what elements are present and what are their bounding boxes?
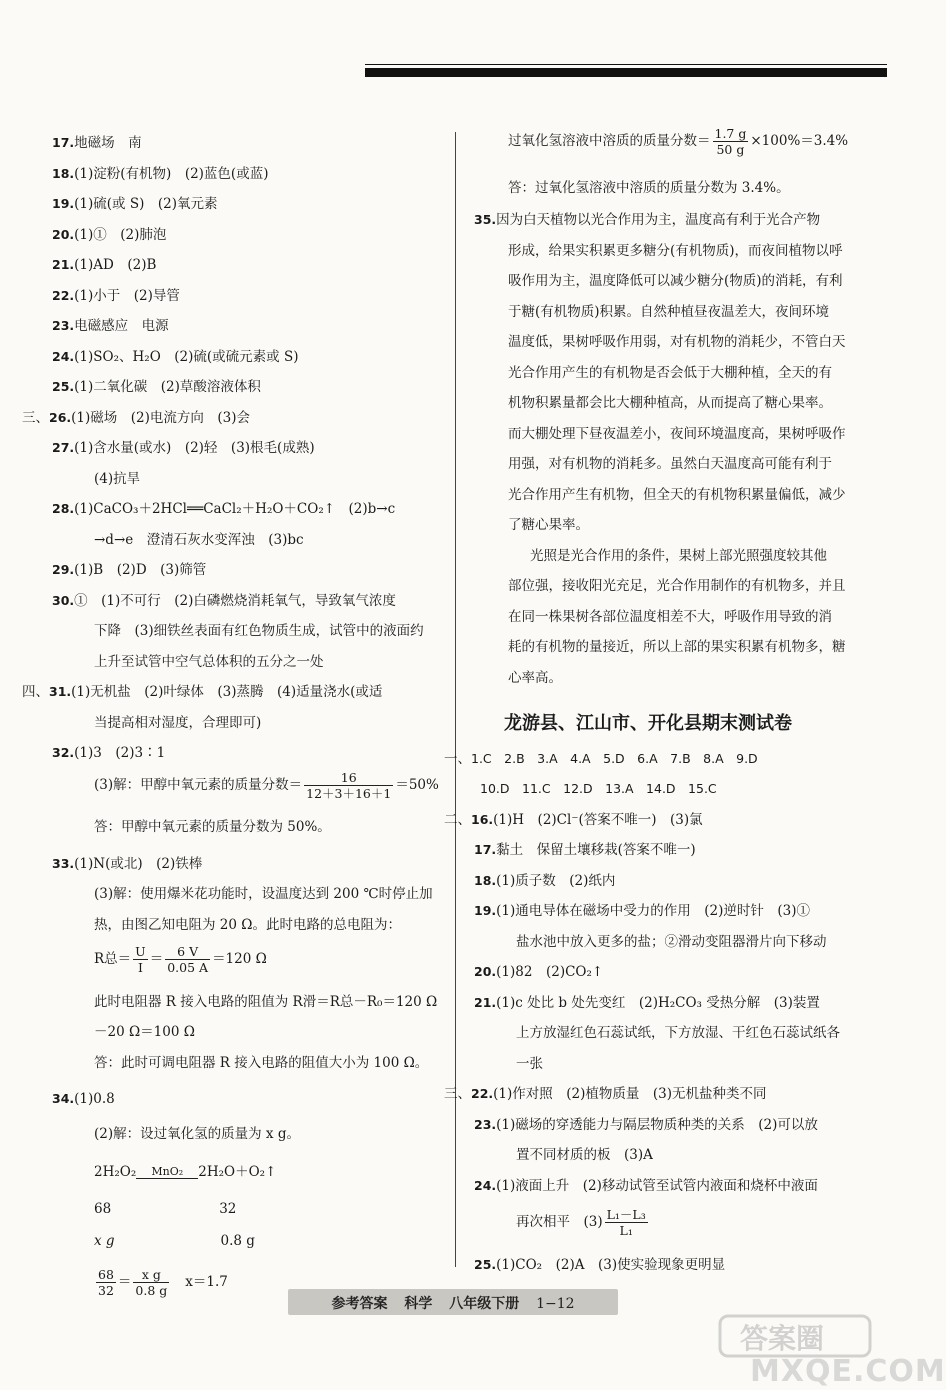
q35-line (474, 364, 832, 382)
page-number: 1−12 (536, 1296, 575, 1312)
question-number: 25. (474, 1256, 497, 1272)
question-number: 19. (52, 196, 75, 211)
q35-text: 部位强，接收阳光充足，光合作用制作的有机物多，并且 (508, 578, 846, 594)
answer-text: (1)无机盐 (2)叶绿体 (3)蒸腾 (4)适量浇水(或适 (71, 684, 383, 700)
answer-text: 上升至试管中空气总体积的五分之一处 (94, 653, 324, 670)
answer-text: 当提高相对湿度，合理即可) (94, 714, 262, 731)
answer-line (52, 439, 315, 457)
svg-text:答案圈: 答案圈 (740, 1322, 825, 1355)
reactant: 2H₂O₂ (94, 1164, 137, 1180)
equals-sign: ＝ (149, 951, 164, 967)
answer-text: 黏土 保留土壤移栽(答案不唯一) (496, 842, 696, 858)
q35-text: 机物积累量都会比大棚种植高，从而提高了糖心果率。 (508, 395, 832, 411)
q35-line (474, 516, 589, 534)
answer-text: (1)82 (2)CO₂↑ (496, 964, 604, 980)
q35-text: 了糖心果率。 (508, 517, 589, 533)
answer-text: (4)抗旱 (94, 470, 141, 487)
answer-line (52, 500, 395, 518)
peroxide-result: ×100%＝3.4% (750, 133, 849, 149)
answer-line (474, 1146, 653, 1164)
question-number: 20. (474, 964, 497, 979)
answer-line (52, 653, 324, 671)
q35-line (474, 303, 829, 321)
q35-text: 而大棚处理下昼夜温差小，夜间环境温度高，果树呼吸作 (508, 425, 846, 442)
question-number: 29. (52, 562, 75, 577)
q34-proportion (52, 1267, 228, 1298)
answer-text: (1)AD (2)B (74, 257, 157, 273)
answer-text: 置不同材质的板 (3)A (516, 1147, 653, 1163)
answer-line (52, 256, 156, 274)
q35-text: 用强，对有机物的消耗多。虽然白天温度高可能有利于 (508, 456, 832, 472)
answer-text: (1)① (2)肺泡 (74, 226, 167, 243)
ratio-fraction-2-denominator: 0.8 g (135, 1282, 168, 1298)
ratio-fraction-2 (133, 1267, 169, 1298)
answer-line (444, 811, 703, 829)
answer-line (474, 933, 827, 951)
mass-h2o2: x g (94, 1233, 115, 1249)
q24-fraction-numerator: L₁－L₃ (606, 1207, 646, 1222)
q35-text: 吸作用为主，温度降低可以减少糖分(物质)的消耗，有利 (508, 273, 843, 289)
answer-line (52, 470, 140, 488)
answer-line (474, 841, 696, 859)
q35-line (474, 394, 832, 412)
question-number: 31. (49, 684, 72, 699)
answer-text: (1)N(或北) (2)铁棒 (74, 855, 203, 872)
answer-line (474, 1177, 818, 1195)
question-number: 30. (52, 592, 75, 608)
q35-text: 在同一株果树各部位温度相差不大，呼吸作用导致的消 (508, 608, 832, 625)
q33-l6 (52, 1023, 195, 1041)
answer-text: (1)磁场 (2)电流方向 (3)会 (71, 409, 251, 426)
q34-mass-row (52, 1232, 255, 1250)
q33-l3 (52, 916, 401, 934)
peroxide-fraction (713, 126, 749, 157)
answer-line (474, 1055, 543, 1073)
section-number: 三、 (22, 409, 49, 426)
answer-text: (1)SO₂、H₂O (2)硫(或硫元素或 S) (74, 348, 299, 365)
q33-text: 热，由图乙知电阻为 20 Ω。此时电路的总电阻为： (94, 916, 401, 933)
answer-line (52, 226, 166, 244)
answer-text: (1)B (2)D (3)筛管 (74, 562, 207, 578)
question-number: 35. (474, 212, 497, 227)
question-number: 26. (49, 409, 72, 425)
mass-o2: 0.8 g (220, 1233, 255, 1249)
q35-text: 于糖(有机物质)积累。自然种植昼夜温差大，夜间环境 (508, 303, 830, 320)
watermark-text: MXQE.COM (750, 1354, 946, 1389)
peroxide-text: 过氧化氢溶液中溶质的质量分数＝ (508, 133, 711, 149)
reaction-arrow (136, 1166, 198, 1179)
answer-text: 电磁感应 电源 (74, 318, 169, 334)
q35-line (474, 333, 846, 351)
answer-line (52, 855, 202, 873)
q35-p2-line (474, 577, 846, 595)
question-number: 17. (52, 135, 75, 150)
question-number: 32. (52, 745, 75, 760)
question-number: 23. (52, 318, 75, 333)
q33-l5 (52, 993, 437, 1011)
ratio-fraction-1-numerator: 68 (98, 1266, 114, 1282)
answer-text: (1)液面上升 (2)移动试管至试管内液面和烧杯中液面 (496, 1177, 818, 1194)
mc-answers: 1.C 2.B 3.A 4.A 5.D 6.A 7.B 8.A 9.D (471, 750, 758, 766)
question-number: 16. (471, 811, 494, 827)
answer-text: (1)通电导体在磁场中受力的作用 (2)逆时针 (3)① (496, 903, 811, 919)
q35-text: 因为白天植物以光合作用为主，温度高有利于光合产物 (496, 212, 821, 228)
q24-last-line (474, 1207, 650, 1238)
q32-answer-text: 答：甲醇中氧元素的质量分数为 50%。 (94, 819, 331, 835)
answer-line (52, 744, 165, 762)
q33-resistance-formula (52, 944, 267, 975)
answer-line (22, 683, 382, 701)
q32-result: ＝50% (395, 776, 439, 793)
q32-fraction-denominator: 12＋3＋16＋1 (306, 785, 392, 801)
q35-text: 光照是光合作用的条件，果树上部光照强度较其他 (530, 547, 827, 564)
answer-line (52, 317, 169, 335)
answer-text: 盐水池中放入更多的盐；②滑动变阻器滑片向下移动 (516, 933, 827, 950)
watermark (700, 1312, 946, 1389)
answer-text: →d→e 澄清石灰水变浑浊 (3)bc (94, 531, 304, 548)
ratio-fraction-2-numerator: x g (133, 1267, 169, 1283)
answer-text: (1)含水量(或水) (2)轻 (3)根毛(成熟) (74, 440, 315, 456)
question-number: 20. (52, 226, 75, 242)
q32-solution-text: (3)解：甲醇中氧元素的质量分数＝ (94, 776, 303, 793)
q33-text: (3)解：使用爆米花功能时，设温度达到 200 ℃时停止加 (94, 886, 433, 902)
ratio-fraction-1-denominator: 32 (98, 1282, 114, 1298)
question-number: 18. (474, 872, 497, 888)
section-number: 二、 (444, 811, 471, 828)
question-number: 18. (52, 165, 75, 181)
answer-text: (1)小于 (2)导管 (74, 287, 180, 304)
footer-label-answers: 参考答案 (331, 1296, 388, 1312)
answer-line (474, 994, 820, 1012)
question-number: 17. (474, 842, 497, 857)
question-number: 27. (52, 440, 75, 455)
answer-line (474, 902, 810, 920)
q35-p2-line (474, 547, 827, 565)
answer-line (52, 134, 142, 152)
footer-label-subject: 科学 (404, 1296, 433, 1312)
answer-line (52, 195, 217, 213)
answer-line (52, 348, 298, 366)
answer-line (52, 287, 180, 305)
answer-text: (1)CO₂ (2)A (3)使实验现象更明显 (496, 1256, 726, 1273)
question-number: 24. (474, 1177, 497, 1193)
peroxide-answer-text: 答：过氧化氢溶液中溶质的质量分数为 3.4%。 (508, 179, 790, 196)
peroxide-fraction-numerator: 1.7 g (714, 126, 747, 141)
product: 2H₂O＋O₂↑ (198, 1164, 277, 1180)
peroxide-fraction-denominator: 50 g (716, 142, 745, 157)
answer-text: (1)作对照 (2)植物质量 (3)无机盐种类不同 (493, 1086, 767, 1102)
q32-fraction-numerator: 16 (304, 770, 393, 786)
section-number: 三、 (444, 1086, 471, 1102)
q35-p2-line (474, 608, 832, 626)
question-number: 21. (52, 257, 75, 272)
answer-text: (1)c 处比 b 处先变红 (2)H₂CO₃ 受热分解 (3)装置 (496, 994, 820, 1011)
q35-text: 光合作用产生的有机物是否会低于大棚种植，全天的有 (508, 364, 832, 381)
answer-text: (1)H (2)Cl⁻(答案不唯一) (3)氯 (493, 811, 703, 828)
value-fraction (165, 944, 210, 975)
catalyst: MnO₂ (151, 1165, 184, 1178)
answer-text: (1)CaCO₃＋2HCl══CaCl₂＋H₂O＋CO₂↑ (2)b→c (74, 501, 396, 517)
q35-line (474, 486, 846, 504)
answer-line (474, 872, 615, 890)
ohm-law-fraction-denominator: I (137, 960, 143, 975)
question-number: 28. (52, 501, 75, 516)
ohm-law-fraction (133, 944, 148, 975)
q34-reaction-equation (52, 1163, 276, 1181)
answer-line (22, 409, 250, 427)
mc-answers: 10.D 11.C 12.D 13.A 14.D 15.C (480, 781, 717, 796)
question-number: 21. (474, 994, 497, 1010)
answer-line (474, 963, 603, 981)
mc-answers-row-2 (480, 780, 717, 798)
q35-text: 心率高。 (508, 669, 562, 686)
answer-line (474, 1116, 818, 1134)
question-number: 34. (52, 1091, 75, 1106)
answer-line (52, 1090, 115, 1108)
answer-text: 一张 (516, 1055, 543, 1072)
q35-p2-line (474, 669, 562, 687)
question-number: 22. (52, 287, 75, 303)
value-fraction-denominator: 0.05 A (167, 960, 209, 975)
mc-answers-row-1 (444, 750, 758, 768)
question-number: 23. (474, 1116, 497, 1132)
answer-text: (1)质子数 (2)纸内 (496, 872, 616, 889)
q24-fraction-denominator: L₁ (619, 1223, 633, 1238)
q33-text: 此时电阻器 R 接入电路的阻值为 R滑＝R总－R₀＝120 Ω (94, 993, 438, 1010)
q33-l7 (52, 1054, 428, 1072)
molar-mass-h2o2: 68 (94, 1200, 112, 1217)
peroxide-answer (474, 179, 790, 197)
q35-text: 耗的有机物的量接近，所以上部的果实积累有机物多，糖 (508, 639, 846, 655)
answer-text: 下降 (3)细铁丝表面有红色物质生成，试管中的液面约 (94, 623, 424, 639)
q32-fraction (304, 770, 393, 801)
q35-line (474, 242, 843, 260)
arrow-bar (136, 1178, 198, 1179)
answer-line (52, 714, 261, 732)
question-number: 33. (52, 855, 75, 871)
q35-line (474, 425, 846, 443)
footer-label-grade: 八年级下册 (449, 1296, 520, 1312)
equals-sign: ＝ (117, 1273, 132, 1290)
q35-line (474, 455, 832, 473)
q34-molar-mass-row (52, 1200, 236, 1218)
q24-fraction (605, 1207, 648, 1238)
section-number: 一、 (444, 750, 471, 767)
answer-line (474, 1024, 840, 1042)
answer-text: (1)硫(或 S) (2)氧元素 (74, 196, 218, 212)
answer-line (52, 378, 261, 396)
section-number: 四、 (22, 684, 49, 700)
answer-line (52, 165, 268, 183)
answer-text: 上方放湿红色石蕊试纸，下方放湿、干红色石蕊试纸各 (516, 1025, 840, 1041)
answer-text: 地磁场 南 (74, 135, 142, 151)
answer-text: ① (1)不可行 (2)白磷燃烧消耗氧气，导致氧气浓度 (74, 592, 396, 609)
answer-text: (1)0.8 (74, 1091, 115, 1107)
answer-text: (1)3 (2)3∶1 (74, 745, 166, 761)
q34-l2 (52, 1125, 300, 1143)
q35-p2-line (474, 638, 846, 656)
q35-line (474, 272, 843, 290)
q35-text: 温度低，果树呼吸作用弱，对有机物的消耗少，不管白天 (508, 334, 846, 350)
formula-label: R总＝ (94, 951, 132, 967)
footer-text (288, 1293, 618, 1313)
q35-text: 光合作用产生有机物，但全天的有机物积累量偏低，减少 (508, 486, 846, 503)
top-rule (365, 68, 887, 77)
answer-line (474, 1256, 725, 1274)
q32-solution-line (52, 770, 439, 801)
question-number: 24. (52, 348, 75, 364)
section-title: 龙游县、江山市、开化县期末测试卷 (504, 713, 792, 734)
question-number: 25. (52, 379, 75, 394)
q35-text: 形成，给果实积累更多糖分(有机物质)，而夜间植物以呼 (508, 242, 843, 259)
proportion-result: x＝1.7 (185, 1273, 228, 1290)
answer-line (52, 592, 396, 610)
ratio-fraction-1 (96, 1267, 116, 1298)
q33-l2 (52, 885, 433, 903)
answer-line (52, 561, 206, 579)
answer-text: (1)磁场的穿透能力与隔层物质种类的关系 (2)可以放 (496, 1116, 818, 1133)
molar-mass-o2: 32 (219, 1200, 237, 1217)
formula-result: ＝120 Ω (212, 951, 267, 967)
answer-text: (1)二氧化碳 (2)草酸溶液体积 (74, 379, 261, 395)
value-fraction-numerator: 6 V (165, 944, 210, 960)
q24-text: 再次相平 (3) (516, 1214, 603, 1230)
q34-text: (2)解：设过氧化氢的质量为 x g。 (94, 1125, 300, 1142)
peroxide-fraction-line (474, 126, 848, 157)
q35-line (474, 211, 820, 229)
ohm-law-fraction-numerator: U (135, 944, 146, 959)
footer-band (288, 1289, 618, 1315)
question-number: 19. (474, 903, 497, 918)
answer-text: (1)淀粉(有机物) (2)蓝色(或蓝) (74, 165, 269, 182)
q32-answer-line (52, 818, 331, 836)
answer-line (52, 531, 304, 549)
answer-line (444, 1085, 767, 1103)
question-number: 22. (471, 1086, 494, 1101)
q33-text: 答：此时可调电阻器 R 接入电路的阻值大小为 100 Ω。 (94, 1054, 429, 1071)
q33-text: －20 Ω＝100 Ω (94, 1024, 195, 1040)
answer-line (52, 622, 424, 640)
